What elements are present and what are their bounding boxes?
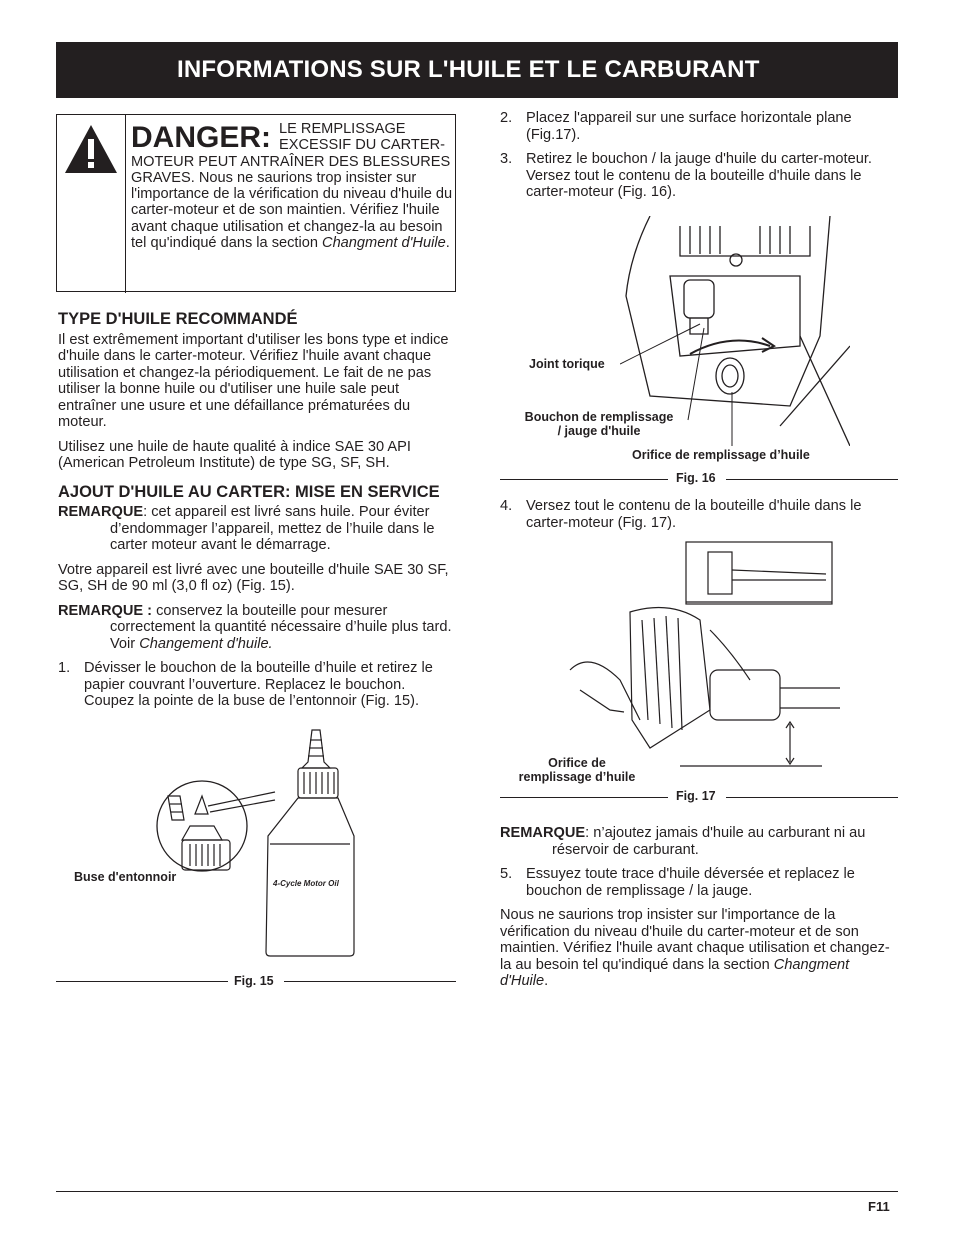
danger-heading: DANGER: <box>131 121 271 154</box>
note2-text: conservez la bouteille pour mesurer correctement la quantité nécessaire d’huile plus tard. Voir <box>110 602 452 652</box>
closing-end: . <box>544 973 549 989</box>
step-3-text: Retirez le bouchon / la jauge d'huile du carter-moteur. Versez tout le contenu de la bouteille d'huile dans le carter-moteur (Fig. 16). <box>526 151 872 200</box>
fig15-callout: Buse d'entonnoir <box>74 870 177 884</box>
right-bottom <box>500 825 898 998</box>
fig16-bouchon-line1: Bouchon de remplissage <box>524 410 674 424</box>
closing-paragraph <box>500 907 898 990</box>
remarque-right-label: REMARQUE <box>500 825 586 841</box>
fig15-illustration <box>150 726 360 962</box>
footer-rule <box>56 1191 898 1192</box>
step-4 <box>500 498 898 531</box>
fig15-label: Fig. 15 <box>234 974 274 988</box>
fig15-rule-right <box>284 981 456 982</box>
danger-text <box>131 121 453 251</box>
section-title: INFORMATIONS SUR L'HUILE ET LE CARBURANT <box>56 42 898 98</box>
danger-box <box>56 114 456 292</box>
step-3-num: 3. <box>500 151 513 167</box>
closing-text: Nous ne saurions trop insister sur l'importance de la vérification du niveau d'huile du carter-moteur et de son maintien. Vérifiez l'huile avant chaque utilisation et changez-la au besoin tel qu'indiqué dans la section <box>500 907 890 973</box>
fig17-rule-left <box>500 797 668 798</box>
fig16-callout-orifice: Orifice de remplissage d’huile <box>632 448 810 462</box>
step-5 <box>500 866 898 899</box>
note2-ref: Changement d'huile. <box>139 635 273 652</box>
warning-triangle-icon <box>63 121 119 177</box>
fig15-rule-left <box>56 981 228 982</box>
type-huile-p1: Il est extrêmement important d'utiliser les bons type et indice d'huile dans le carter-moteur. Vérifiez l'huile avant chaque utilisation et changez-la périodiquement. Le fait de ne pas utiliser la bonne huile ou d'utiliser une huile sale peut entraîner une usure et une défaillance prématurées du moteur. <box>58 331 449 430</box>
fig16-callout-joint: Joint torique <box>529 357 605 371</box>
danger-body: CARTER-MOTEUR PEUT ANTRAÎNER DES BLESSURES GRAVES. Nous ne saurions trop insister sur l'importance de la vérification du niveau d'huile du carter-moteur et de son maintien. Vérifiez l'huile avant chaque utilisation et changez-la au besoin tel qu'indiqué dans la section <box>131 137 453 252</box>
step-2-num: 2. <box>500 110 513 126</box>
fig17-callout-line2: remplissage d’huile <box>518 770 636 784</box>
page-number: F11 <box>868 1199 890 1214</box>
note1-text: : cet appareil est livré sans huile. Pour éviter d’endommager l’appareil, mettez de l’huile dans le carter moteur avant le démarrage. <box>110 504 435 553</box>
right-step-4 <box>500 498 898 531</box>
step-2 <box>500 110 898 143</box>
fig17-callout-line1: Orifice de <box>548 756 606 770</box>
ajout-p1: Votre appareil est livré avec une bouteille d'huile SAE 30 SF, SG, SH de 90 ml (3,0 fl oz) (Fig. 15). <box>58 561 449 594</box>
remarque-right-text: : n’ajoutez jamais d'huile au carburant ni au réservoir de carburant. <box>552 825 866 858</box>
warning-icon-cell <box>57 115 126 293</box>
step-4-num: 4. <box>500 498 513 514</box>
fig17-label: Fig. 17 <box>676 789 716 803</box>
danger-ref: Changment d'Huile <box>322 235 446 252</box>
ajout-note2 <box>58 603 458 653</box>
type-huile-title: TYPE D'HUILE RECOMMANDÉ <box>58 310 298 328</box>
fig16-bouchon-line2: / jauge d'huile <box>557 424 641 438</box>
fig16-label: Fig. 16 <box>676 471 716 485</box>
fig17-illustration <box>560 540 840 780</box>
ajout-note1 <box>58 504 458 554</box>
note1-label: REMARQUE <box>58 504 144 520</box>
remarque-right <box>500 825 898 858</box>
danger-end: . <box>445 235 450 252</box>
danger-lead: LE REMPLISSAGE EXCESSIF DU <box>279 121 406 154</box>
closing-ref: Changment d'Huile <box>500 956 850 989</box>
step-1-num: 1. <box>58 660 71 676</box>
bottle-label: 4-Cycle Motor Oil <box>273 879 339 888</box>
step-5-num: 5. <box>500 866 513 882</box>
type-huile-p2: Utilisez une huile de haute qualité à indice SAE 30 API (American Petroleum Institute) de type SG, SF, SH. <box>58 438 411 471</box>
fig16-callout-bouchon <box>514 410 684 438</box>
note2-label: REMARQUE : <box>58 602 153 619</box>
fig17-rule-right <box>726 797 898 798</box>
step-5-text: Essuyez toute trace d'huile déversée et replacez le bouchon de remplissage / la jauge. <box>526 866 855 899</box>
left-column <box>58 311 458 710</box>
fig16-rule-left <box>500 479 668 480</box>
right-steps-top <box>500 110 898 201</box>
ajout-title: AJOUT D'HUILE AU CARTER: MISE EN SERVICE <box>58 482 440 501</box>
step-1 <box>58 660 458 710</box>
step-3 <box>500 151 898 201</box>
fig17-callout <box>512 756 642 784</box>
step-1-text: Dévisser le bouchon de la bouteille d’huile et retirez le papier couvrant l’ouverture. Replacez le bouchon. Coupez la pointe de la buse de l’entonnoir (Fig. 15). <box>84 660 433 709</box>
step-4-text: Versez tout le contenu de la bouteille d'huile dans le carter-moteur (Fig. 17). <box>526 498 862 531</box>
fig16-rule-right <box>726 479 898 480</box>
step-2-text: Placez l'appareil sur une surface horizontale plane (Fig.17). <box>526 110 852 143</box>
